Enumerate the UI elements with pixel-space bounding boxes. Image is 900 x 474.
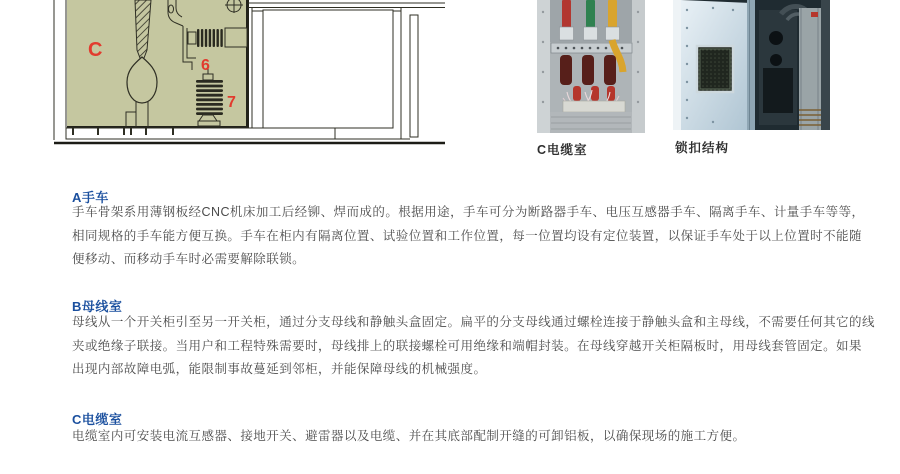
door-hinge-edge — [747, 0, 755, 130]
front-compartment-region — [263, 10, 393, 128]
photo-lock-structure — [673, 0, 830, 130]
diagram-label-7: 7 — [227, 94, 236, 111]
cable-termination-left — [560, 55, 572, 85]
cable-termination-right — [604, 55, 616, 85]
lock-knob-lower — [770, 54, 782, 66]
photo-cable-compartment — [537, 0, 645, 133]
section-c-line-1: 电缆室内可安装电流互感器、接地开关、避雷器以及电缆、并在其底部配制开缝的可卸铝板，以确保现场的施工方便。 — [72, 429, 746, 443]
cable-termination-middle — [582, 55, 594, 85]
section-a-line-1: 手车骨架系用薄钢板经CNC机床加工后经铆、焊而成的。根据用途，手车可分为断路器手车、电压互感器手车、隔离手车、计量手车等等， — [72, 205, 865, 219]
brand-label — [811, 12, 818, 17]
switchgear-cross-section-diagram — [40, 0, 450, 150]
door-handle-outline — [410, 15, 418, 137]
section-b-line-1: 母线从一个开关柜引至另一开关柜，通过分支母线和静触头盒固定。扁平的分支母线通过螺栓连接于静触头盒和主母线，不需要任何其它的线 — [72, 315, 875, 329]
section-a-heading: A手车 — [72, 190, 109, 205]
section-b-line-3: 出现内部故障电弧，能限制事故蔓延到邻柜，并能保障母线的机械强度。 — [72, 362, 487, 376]
section-c-paragraph — [72, 425, 888, 449]
section-b-paragraph — [72, 311, 888, 382]
caption-lock-structure: 锁扣结构 — [675, 141, 730, 155]
diagram-label-6: 6 — [201, 57, 210, 74]
section-a-line-3: 便移动、而移动手车时必需要解除联锁。 — [72, 252, 306, 266]
diagram-label-c: C — [88, 39, 103, 61]
caption-cable-compartment: C电缆室 — [537, 143, 588, 157]
section-b-heading: B母线室 — [72, 299, 123, 314]
lock-knob-upper — [769, 31, 783, 45]
section-a-line-2: 相同规格的手车能方便互换。手车在柜内有隔离位置、试验位置和工作位置，每一位置均设有定位装置，以保证手车处于以上位置时不能随 — [72, 228, 862, 243]
section-b-line-2: 夹或绝缘子联接。当用户和工程特殊需要时，母线排上的联接螺栓可用绝缘和端帽封装。在母线穿越开关柜隔板时，用母线套管固定。如果 — [72, 338, 862, 353]
section-a-paragraph — [72, 201, 888, 272]
door-vent-panel — [697, 46, 733, 92]
section-c-heading: C电缆室 — [72, 412, 123, 427]
